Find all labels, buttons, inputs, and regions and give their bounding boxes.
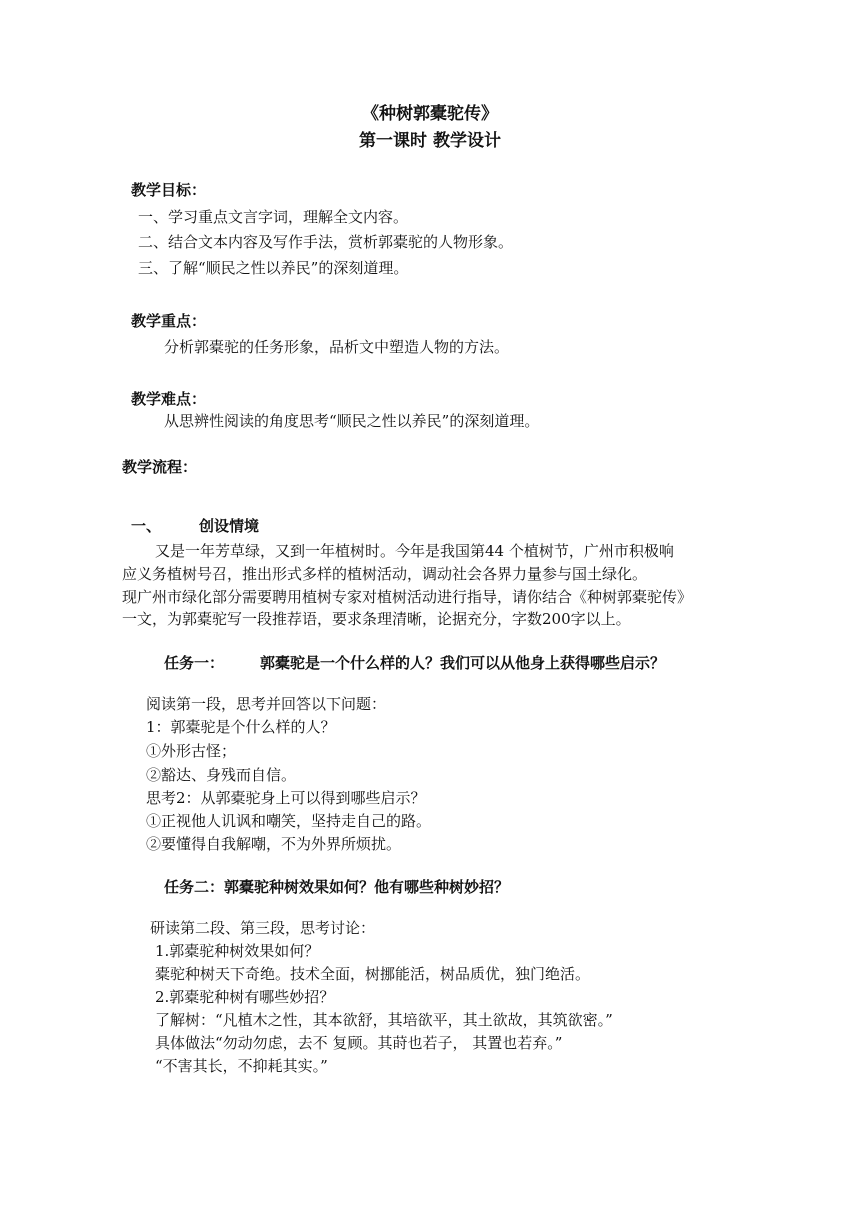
difficulties-heading: 教学难点： [131, 390, 207, 408]
task2-line: 具体做法“勿动勿虑，去不 复顾。其莳也若子， 其置也若弃。” [155, 1034, 563, 1052]
section1-line: 现广州市绿化部分需要聘用植树专家对植树活动进行指导，请你结合《种树郭橐驼传》 [122, 588, 693, 606]
section1-title: 创设情境 [199, 517, 260, 535]
task1-line: ②要懂得自我解嘲，不为外界所烦扰。 [146, 835, 402, 853]
objectives-heading: 教学目标： [131, 181, 207, 199]
section1-number: 一、 [131, 517, 162, 535]
task1-line: 思考2：从郭橐驼身上可以得到哪些启示？ [146, 789, 426, 807]
process-heading: 教学流程： [122, 458, 198, 476]
section1-line: 应义务植树号召，推出形式多样的植树活动，调动社会各界力量参与国土绿化。 [122, 565, 648, 583]
task1-heading [164, 653, 665, 673]
task2-line: 2.郭橐驼种树有哪些妙招？ [155, 988, 335, 1006]
task1-line: 1：郭橐驼是个什么样的人？ [146, 718, 336, 736]
task1-line: ①正视他人讥讽和嘲笑，坚持走自己的路。 [146, 812, 432, 830]
objective-item: 三、了解“顺民之性以养民”的深刻道理。 [138, 259, 409, 277]
task1-line: 阅读第一段，思考并回答以下问题： [146, 695, 387, 713]
objective-item: 二、结合文本内容及写作手法，赏析郭橐驼的人物形象。 [138, 233, 514, 251]
task2-heading: 任务二：郭橐驼种树效果如何？他有哪些种树妙招？ [164, 878, 510, 896]
section1-line: 又是一年芳草绿，又到一年植树时。今年是我国第44 个植树节，广州市积极响 [155, 542, 674, 560]
task1-line: ①外形古怪； [146, 742, 237, 760]
task2-line: 研读第二段、第三段，思考讨论： [150, 919, 376, 937]
task2-line: 橐驼种树天下奇绝。技术全面，树挪能活，树品质优，独门绝活。 [155, 965, 591, 983]
task2-line: 1.郭橐驼种树效果如何？ [155, 942, 320, 960]
task1-question: 郭橐驼是一个什么样的人？我们可以从他身上获得哪些启示？ [260, 654, 666, 672]
difficulties-text: 从思辨性阅读的角度思考“顺民之性以养民”的深刻道理。 [164, 412, 540, 430]
section1-line: 一文，为郭橐驼写一段推荐语，要求条理清晰，论据充分，字数200字以上。 [122, 610, 631, 628]
task2-line: “不害其长，不抑耗其实。” [155, 1057, 328, 1075]
task2-line: 了解树：“凡植木之性，其本欲舒，其培欲平，其土欲故，其筑欲密。” [155, 1011, 613, 1029]
task1-label: 任务一： [164, 654, 225, 672]
task1-line: ②豁达、身残而自信。 [146, 766, 297, 784]
section1-heading [131, 516, 259, 536]
key-points-heading: 教学重点： [131, 312, 207, 330]
objective-item: 一、学习重点文言字词，理解全文内容。 [138, 208, 409, 226]
document-title: 《种树郭橐驼传》 [362, 104, 498, 124]
document-subtitle: 第一课时 教学设计 [359, 131, 501, 151]
key-points-text: 分析郭橐驼的任务形象，品析文中塑造人物的方法。 [164, 338, 510, 356]
